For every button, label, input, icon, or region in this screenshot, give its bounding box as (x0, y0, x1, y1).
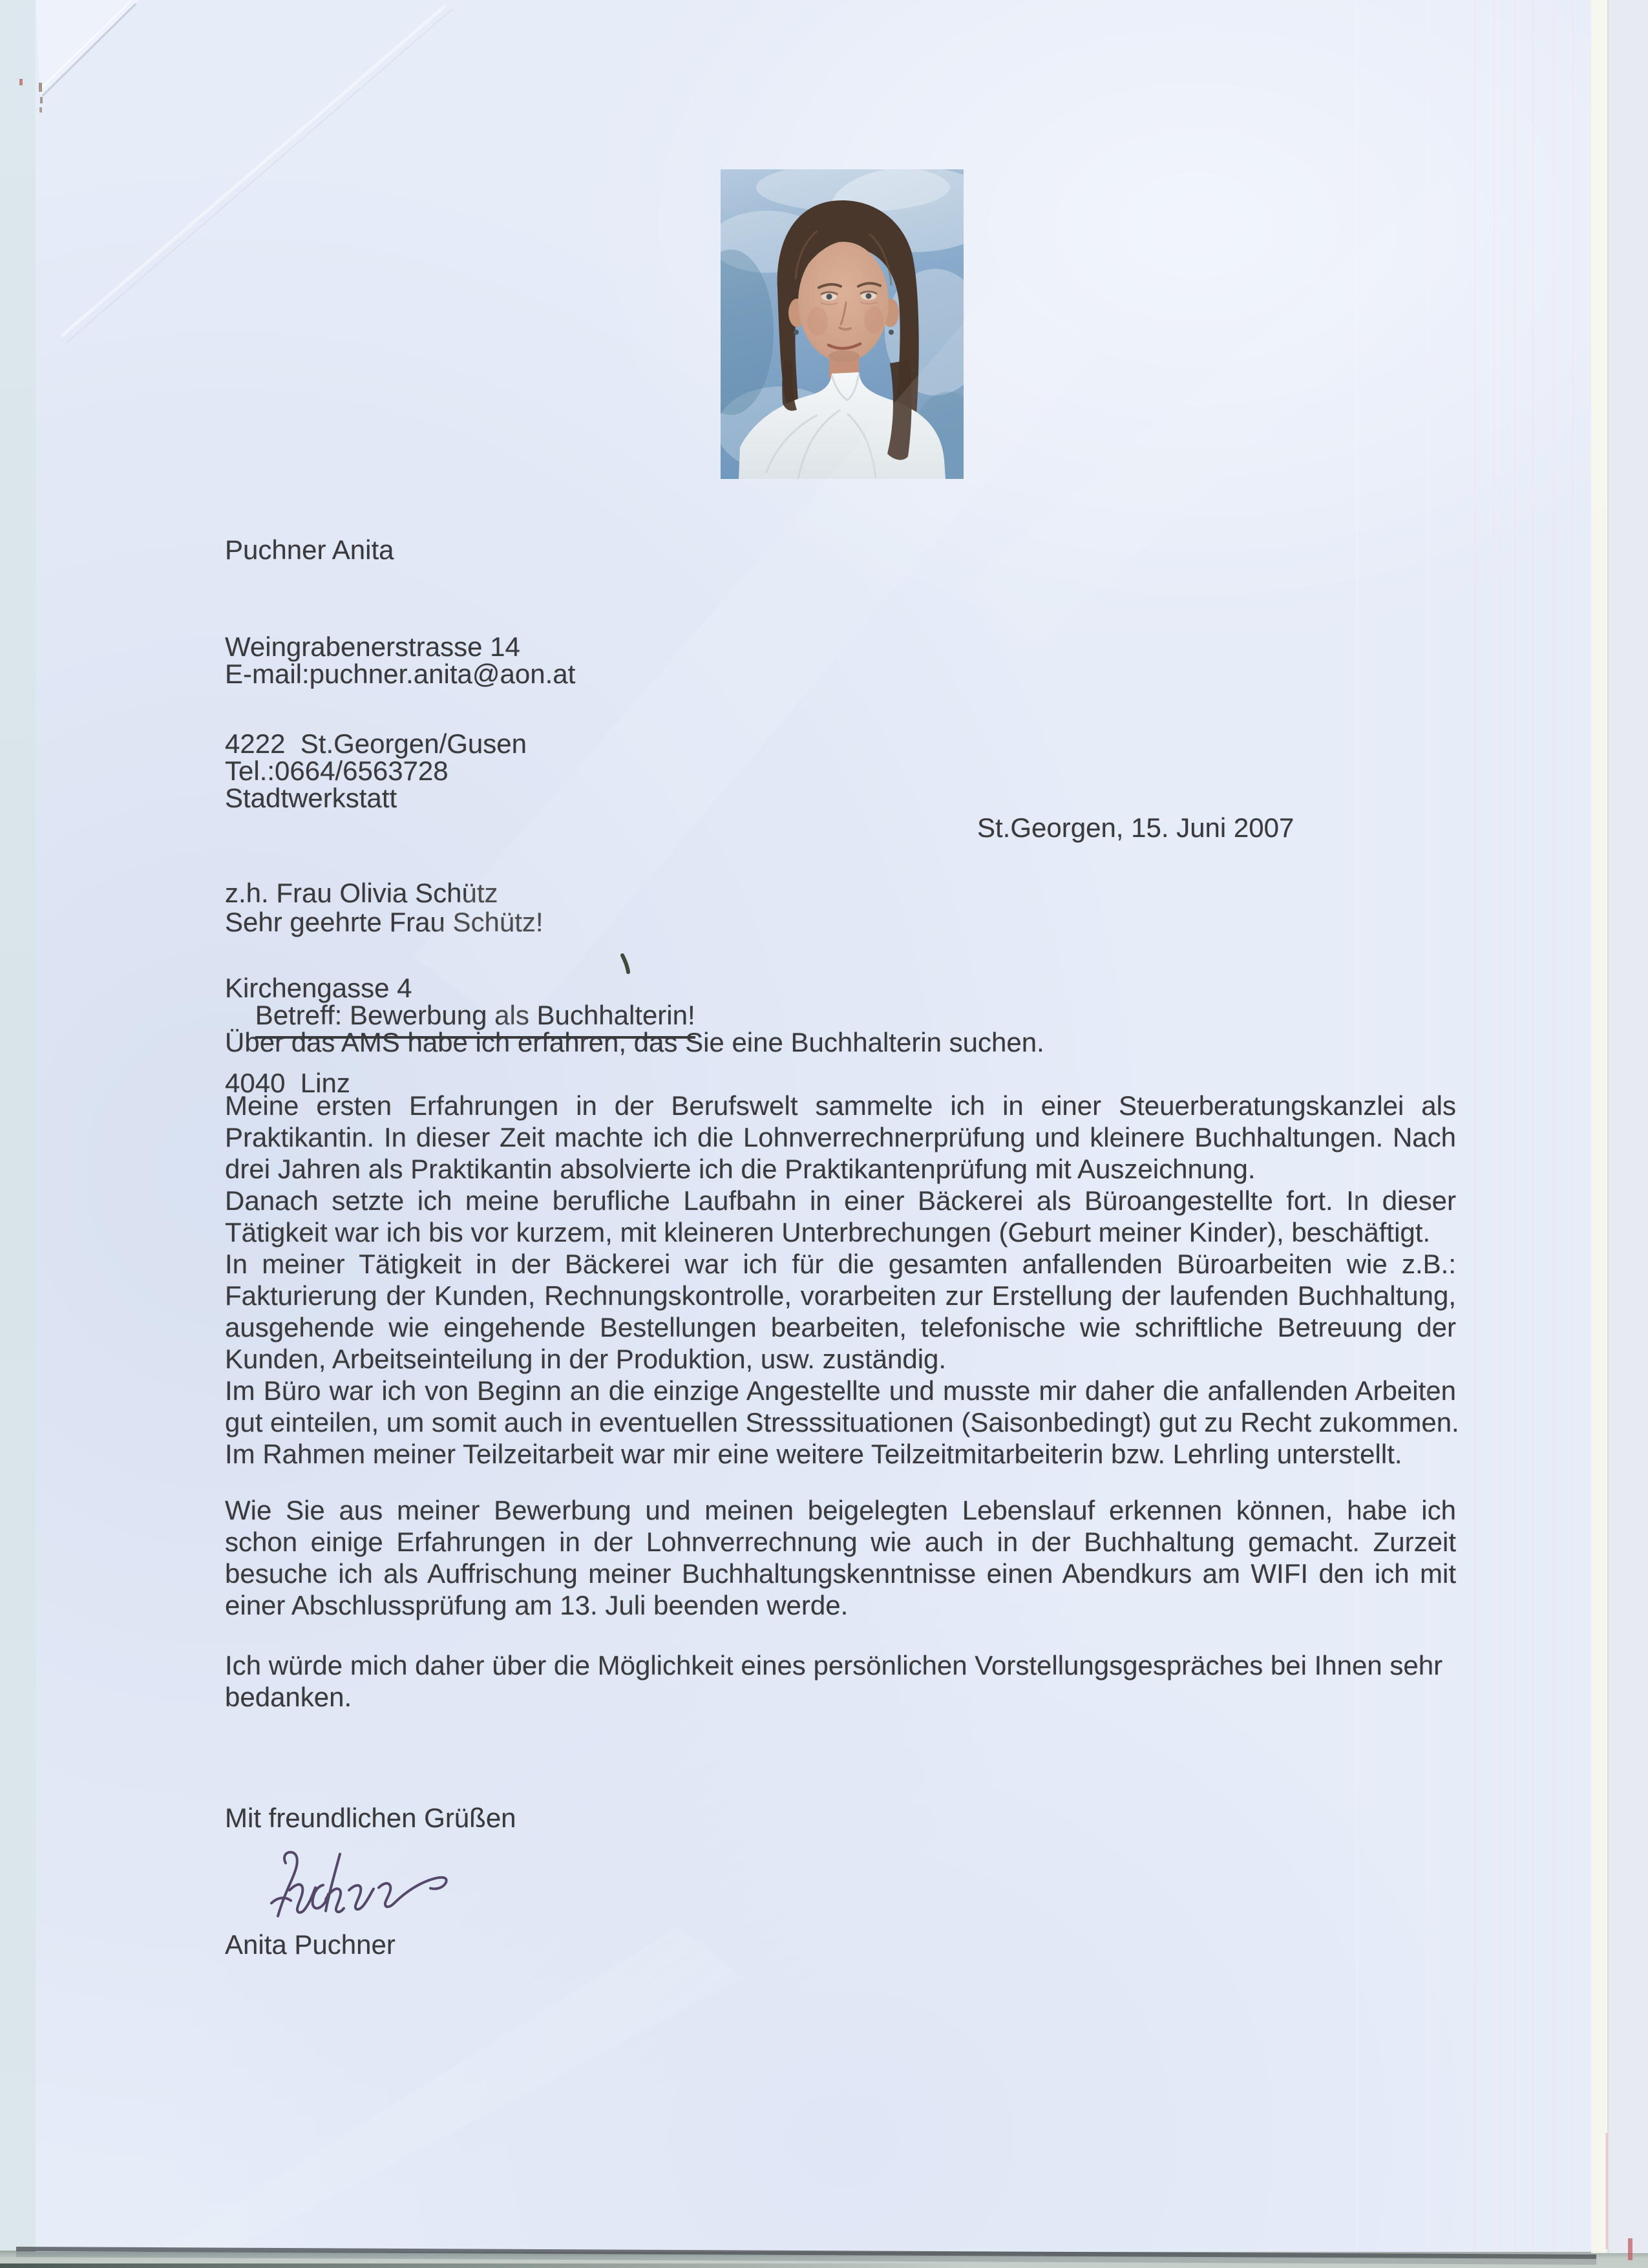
photo-chin-shadow (829, 350, 860, 362)
paragraph-intro (225, 1026, 1456, 1058)
date-line: St.Georgen, 15. Juni 2007 (977, 812, 1294, 843)
paragraph-request (225, 1649, 1456, 1713)
body-line: Tätigkeit war ich bis vor kurzem, mit kleineren Unterbrechungen (Geburt meiner Kinder), beschäftigt. (225, 1217, 1431, 1247)
body-line: drei Jahren als Praktikantin absolvierte ich die Praktikantenprüfung mit Auszeichnung. (225, 1154, 1256, 1184)
body-line: Über das AMS habe ich erfahren, das Sie eine Buchhalterin suchen. (225, 1027, 1044, 1057)
closing-formula: Mit freundlichen Grüßen (225, 1803, 516, 1833)
body-line: schon einige Erfahrungen in der Lohnverrechnung wie auch in der Buchhaltung gemacht. Zurzeit (225, 1527, 1456, 1557)
body-line: bedanken. (225, 1682, 352, 1712)
paragraph-qualifications (225, 1494, 1456, 1621)
body-line: In meiner Tätigkeit in der Bäckerei war ich für die gesamten anfallenden Büroarbeiten wie z.B.: (225, 1249, 1456, 1279)
body-line: Wie Sie aus meiner Bewerbung und meinen beigelegten Lebenslauf erkennen können, habe ich (225, 1495, 1456, 1525)
body-line: gut einteilen, um somit auch in eventuellen Stresssituationen (Saisonbedingt) gut zu Recht zukommen. (225, 1407, 1459, 1437)
recipient-attention: z.h. Frau Olivia Schütz (225, 878, 498, 908)
body-line: Meine ersten Erfahrungen in der Berufswelt sammelte ich in einer Steuerberatungskanzlei als (225, 1090, 1456, 1121)
recipient-street: Kirchengasse 4 (225, 973, 412, 1003)
recipient-company: Stadtwerkstatt (225, 783, 397, 813)
scanner-bed-bottom-strip (0, 2251, 1648, 2268)
sender-street: Weingrabenerstrasse 14 (225, 631, 520, 662)
body-line: Praktikantin. In dieser Zeit machte ich die Lohnverrechnerprüfung und kleinere Buchhaltungen. Nach (225, 1122, 1456, 1152)
applicant-photo (721, 169, 964, 479)
paragraph-experience (225, 1090, 1459, 1470)
body-line: Fakturierung der Kunden, Rechnungskontrolle, vorarbeiten zur Erstellung der laufenden Buchhaltung, (225, 1280, 1456, 1311)
body-line: Ich würde mich daher über die Möglichkeit eines persönlichen Vorstellungsgespräches bei Ihnen sehr (225, 1650, 1443, 1680)
sender-city: 4222 St.Georgen/Gusen (225, 728, 527, 759)
recipient-city: 4040 Linz (225, 1068, 350, 1098)
scanner-bed-left-strip (0, 0, 36, 2252)
signed-name: Anita Puchner (225, 1929, 396, 1960)
subject-text: Betreff: Bewerbung als Buchhalterin! (255, 999, 695, 1039)
body-line: Danach setzte ich meine berufliche Laufbahn in einer Bäckerei als Büroangestellte fort. In dieser (225, 1185, 1456, 1216)
body-line: ausgehende wie eingehende Bestellungen bearbeiten, telefonische wie schriftliche Betreuung der (225, 1312, 1456, 1342)
body-line: einer Abschlussprüfung am 13. Juli beenden werde. (225, 1590, 849, 1620)
sender-phone: Tel.:0664/6563728 (225, 756, 449, 786)
handwritten-signature (264, 1846, 458, 1927)
body-line: Im Rahmen meiner Teilzeitarbeit war mir eine weitere Teilzeitmitarbeiterin bzw. Lehrling unterstellt. (225, 1439, 1402, 1469)
body-line: besuche ich als Auffrischung meiner Buchhaltungskenntnisse einen Abendkurs am WIFI den ich mit (225, 1558, 1456, 1589)
sender-email: E-mail:puchner.anita@aon.at (225, 659, 576, 689)
body-line: Kunden, Arbeitseinteilung in der Produktion, usw. zuständig. (225, 1344, 947, 1374)
salutation: Sehr geehrte Frau Schütz! (225, 907, 544, 937)
sender-name: Puchner Anita (225, 535, 394, 565)
body-line: Im Büro war ich von Beginn an die einzige Angestellte und musste mir daher die anfallenden Arbeiten (225, 1375, 1456, 1406)
